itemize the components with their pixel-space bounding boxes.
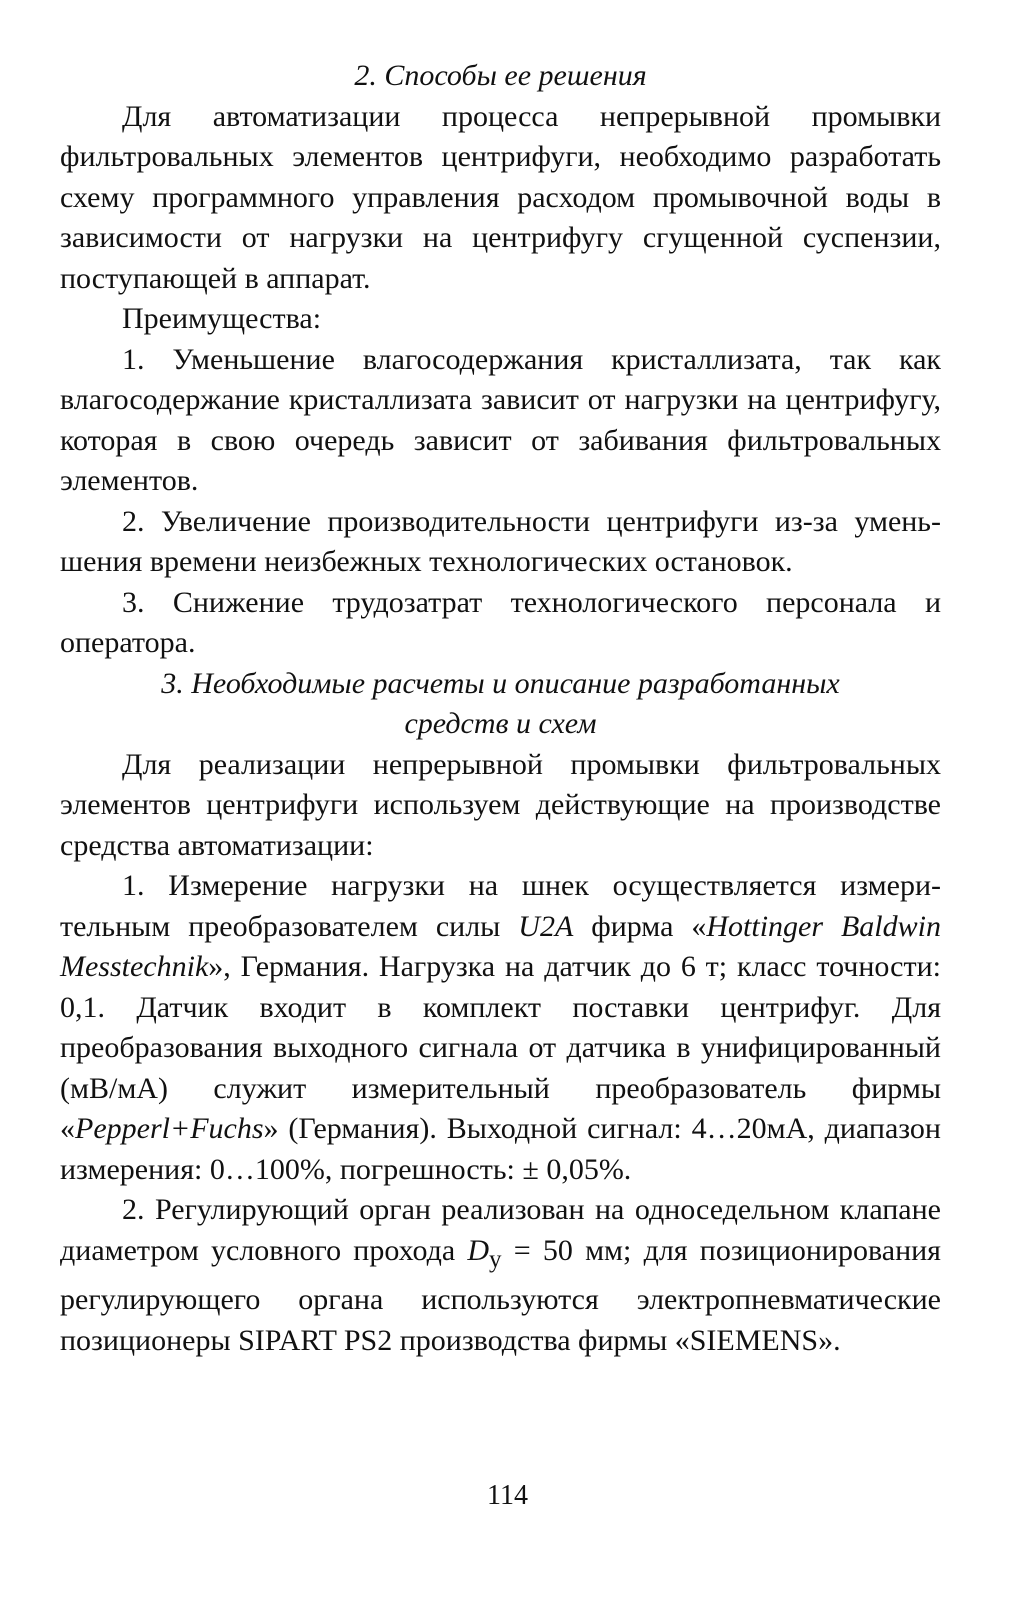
item-1-text-part-4: » (Германия). Выходной сигнал: 4…20мА, диапазон измерения: 0…100%, погрешность: ± 0,05%. bbox=[60, 1112, 941, 1186]
advantages-label: Преимущества: bbox=[122, 302, 322, 335]
nominal-diameter-symbol: D bbox=[467, 1233, 490, 1267]
item-1-text-part-1: 1. Измерение нагрузки на шнек осуществляется измерительным преобразователем силы bbox=[60, 869, 941, 943]
advantage-item-2: 2. Увеличение производительности центрифуги из-за уменьшения времени неизбежных технологических остановок. bbox=[60, 504, 941, 578]
section-3-heading bbox=[60, 664, 941, 745]
item-1-text-part-2: фирма « bbox=[573, 909, 707, 943]
automation-item-1 bbox=[60, 866, 941, 1190]
manufacturer-pepperl-fuchs: Pepperl+Fuchs bbox=[75, 1112, 264, 1145]
section-2-intro-paragraph: Для автоматизации процесса непрерывной промывки фильтровальных элементов центрифуги, необходимо разработать схему программного управления расходом промывочной воды в зависимости от нагрузки на центрифугу сгущенной суспензии, поступающей в аппарат. bbox=[60, 99, 941, 295]
advantage-item-1: 1. Уменьшение влагосодержания кристаллизата, так как влагосодержание кристаллизата зависит от нагрузки на центрифугу, которая в свою очередь зависит от забивания фильтровальных элементов. bbox=[60, 342, 941, 497]
automation-item-2 bbox=[60, 1190, 941, 1361]
section-2-heading: 2. Способы ее решения bbox=[354, 59, 647, 92]
page-number: 114 bbox=[487, 1480, 528, 1511]
item-2-text-part-1: 2. Регулирующий орган реализован на односедельном клапане диаметром условного прохода bbox=[60, 1193, 941, 1267]
section-3-intro-paragraph: Для реализации непрерывной промывки фильтровальных элементов центрифуги используем действующие на производстве средства автоматизации: bbox=[60, 747, 941, 862]
advantage-item-3: 3. Снижение трудозатрат технологического персонала и оператора. bbox=[60, 585, 941, 659]
section-3-heading-line-1: 3. Необходимые расчеты и описание разработанных bbox=[161, 666, 840, 700]
item-2-text-part-2: = 50 мм; для позиционирования регулирующего органа используются электропневматические позиционеры SIPART PS2 производства фирмы «SIEMENS». bbox=[60, 1233, 941, 1357]
section-3-heading-line-2: средств и схем bbox=[404, 707, 597, 740]
nominal-diameter-subscript: у bbox=[489, 1245, 502, 1273]
item-1-text-part-3: », Германия. Нагрузка на датчик до 6 т; класс точности: 0,1. Датчик входит в комплект поставки центрифуг. Для преобразования выходного сигнала от датчика в унифицированный (мВ/мА) служит измерительный преобразователь фирмы « bbox=[60, 950, 941, 1145]
manufacturer-hbm: Hottinger Baldwin Messtechnik bbox=[60, 909, 941, 983]
sensor-model: U2A bbox=[518, 909, 574, 943]
